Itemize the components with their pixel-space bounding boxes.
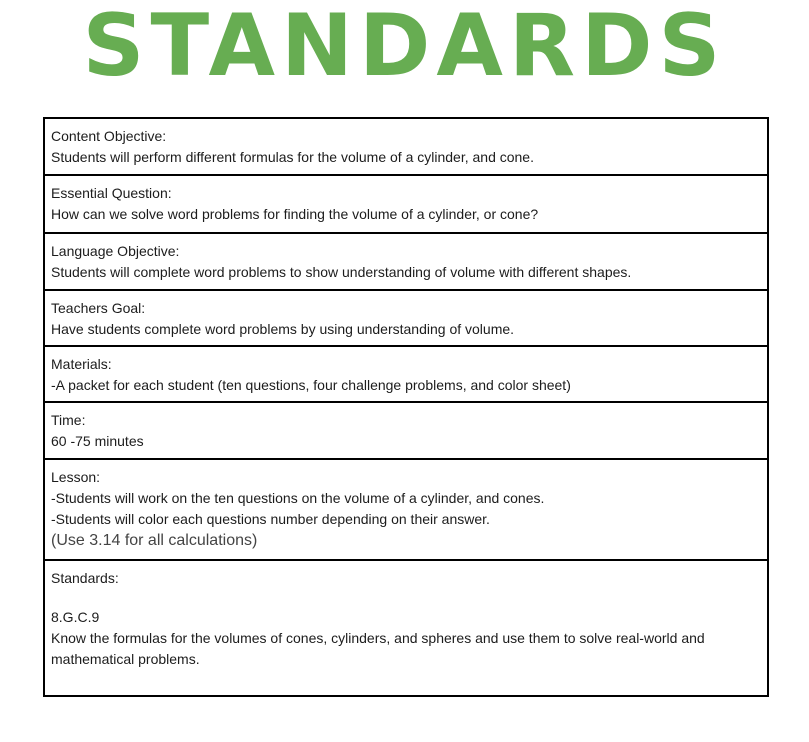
row-time — [45, 403, 767, 460]
row-note: (Use 3.14 for all calculations) — [51, 532, 258, 549]
row-text: -Students will work on the ten questions on the volume of a cylinder, and cones. — [51, 490, 545, 506]
row-standards — [45, 561, 767, 695]
row-content-objective — [45, 119, 767, 176]
row-heading: Content Objective: — [51, 128, 167, 144]
row-heading: Lesson: — [51, 469, 101, 485]
row-heading: Time: — [51, 412, 86, 428]
row-heading: Materials: — [51, 356, 112, 372]
row-heading: Essential Question: — [51, 185, 172, 201]
row-lesson — [45, 460, 767, 561]
row-teachers-goal — [45, 291, 767, 347]
row-materials — [45, 347, 767, 403]
page-title: STANDARDS — [82, 0, 727, 96]
row-heading: Teachers Goal: — [51, 300, 146, 316]
row-text: 60 -75 minutes — [51, 433, 144, 449]
row-text: Know the formulas for the volumes of cones, cylinders, and spheres and use them to solve real-world and — [51, 630, 705, 646]
row-essential-question — [45, 176, 767, 234]
row-text: mathematical problems. — [51, 651, 200, 667]
standard-code: 8.G.C.9 — [51, 609, 100, 625]
row-heading: Language Objective: — [51, 243, 180, 259]
row-text: How can we solve word problems for finding the volume of a cylinder, or cone? — [51, 206, 539, 222]
row-text: Have students complete word problems by using understanding of volume. — [51, 321, 515, 337]
row-text: Students will complete word problems to show understanding of volume with different shapes. — [51, 264, 632, 280]
row-text: -A packet for each student (ten questions, four challenge problems, and color sheet) — [51, 377, 571, 393]
spacer — [51, 589, 761, 607]
row-text: Students will perform different formulas for the volume of a cylinder, and cone. — [51, 149, 534, 165]
standards-table — [43, 117, 769, 697]
row-language-objective — [45, 234, 767, 291]
row-heading: Standards: — [51, 570, 119, 586]
row-text: -Students will color each questions number depending on their answer. — [51, 511, 490, 527]
